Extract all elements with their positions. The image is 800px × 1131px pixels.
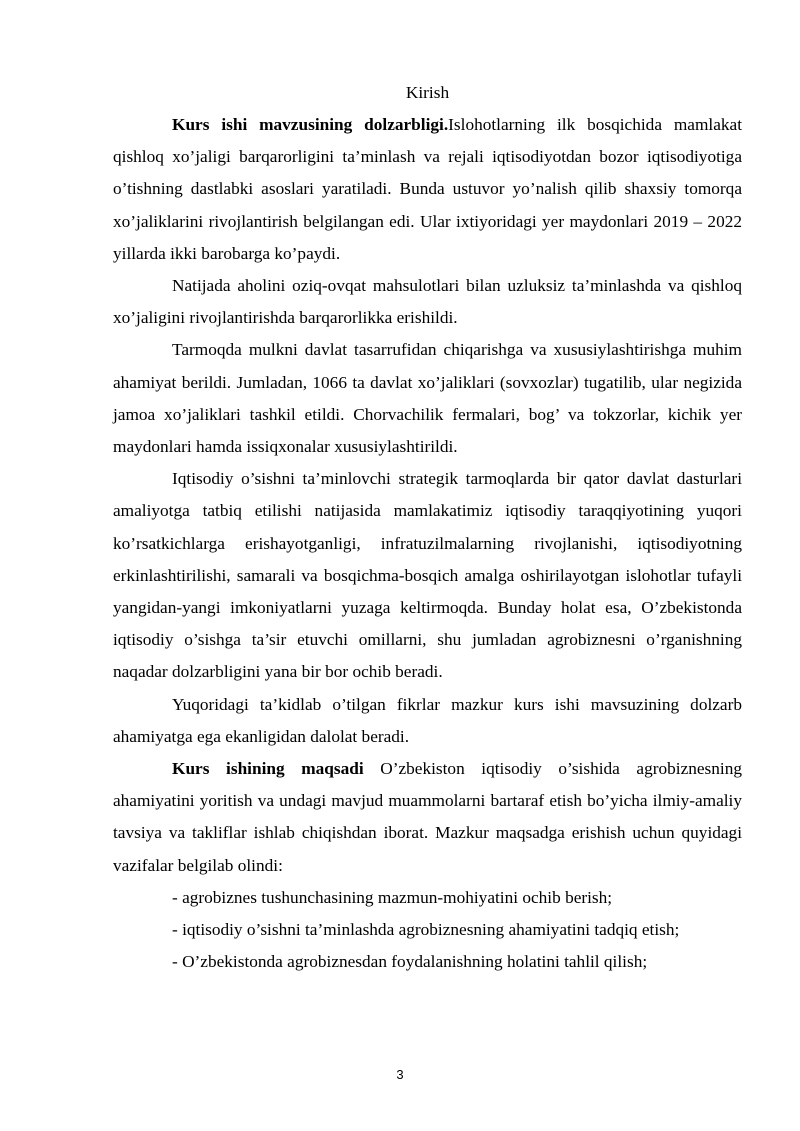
document-page <box>113 80 742 978</box>
section-title: Kirish <box>405 83 450 102</box>
paragraph-growth <box>113 463 742 688</box>
paragraph-text: Natijada aholini oziq-ovqat mahsulotlari bilan uzluksiz ta’minlashda va qishloq xo’jaligini rivojlantirishda barqarorlikka erishildi. <box>113 276 742 328</box>
paragraph-lead: Kurs ishining maqsadi <box>172 759 364 779</box>
paragraph-lead: Kurs ishi mavzusining dolzarbligi. <box>172 115 449 134</box>
task-list-item: - agrobiznes tushunchasining mazmun-mohiyatini ochib berish; <box>172 887 613 907</box>
paragraph-text: Yuqoridagi ta’kidlab o’tilgan fikrlar mazkur kurs ishi mavsuzining dolzarb ahamiyatga ega ekanligidan dalolat beradi. <box>113 694 742 746</box>
paragraph-text: Tarmoqda mulkni davlat tasarrufidan chiqarishga va xususiylashtirishga muhim ahamiyat berildi. Jumladan, 1066 ta davlat xo’jaliklari (sovxozlar) tugatilib, ular negizida jamoa xo’jaliklari tashkil etildi. Chorvachilik fermalari, bog’ va tokzorlar, kichik yer maydonlari hamda issiqxonalar xususiylashtirildi. <box>113 340 742 457</box>
paragraph-summary <box>113 689 742 753</box>
page-number: 3 <box>396 1067 404 1082</box>
paragraph-result <box>113 270 742 334</box>
paragraph-text: Islohotlarning ilk bosqichida mamlakat qishloq xo’jaligi barqarorligini ta’minlash va rejali iqtisodiyotdan bozor iqtisodiyotiga o’tishning dastlabki asoslari yaratiladi. Bunda ustuvor yo’nalish qilib shaxsiy tomorqa xo’jaliklarini rivojlantirish belgilangan edi. Ular ixtiyoridagi yer maydonlari 2019 – 2022 yillarda ikki barobarga ko’paydi. <box>113 115 742 263</box>
paragraph-privatization <box>113 334 742 463</box>
task-list-item: - iqtisodiy o’sishni ta’minlashda agrobiznesning ahamiyatini tadqiq etish; <box>172 920 680 940</box>
paragraph-text: Iqtisodiy o’sishni ta’minlovchi strategik tarmoqlarda bir qator davlat dasturlari amaliyotga tatbiq etilishi natijasida mamlakatimiz iqtisodiy taraqqiyotining yuqori ko’rsatkichlarga erishayotganligi, infratuzilmalarning rivojlanishi, iqtisodiyotning erkinlashtirilishi, samarali va bosqichma-bosqich amalga oshirilayotgan islohotlar tufayli yangidan-yangi imkoniyatlarni yuzaga keltirmoqda. Bunday holat esa, O’zbekistonda iqtisodiy o’sishga ta’sir etuvchi omillarni, shu jumladan agrobiznesni o’rganishning naqadar dolzarbligini yana bir bor ochib beradi. <box>113 469 742 682</box>
task-list-item: - O’zbekistonda agrobiznesdan foydalanishning holatini tahlil qilish; <box>172 952 648 972</box>
paragraph-text: O’zbekiston iqtisodiy o’sishida agrobiznesning ahamiyatini yoritish va undagi mavjud muammolarni bartaraf etish bo’yicha ilmiy-amaliy tavsiya va takliflar ishlab chiqishdan iborat. Mazkur maqsadga erishish uchun quyidagi vazifalar belgilab olindi: <box>113 759 742 875</box>
paragraph-goal <box>113 753 742 882</box>
paragraph-relevance <box>113 109 742 270</box>
